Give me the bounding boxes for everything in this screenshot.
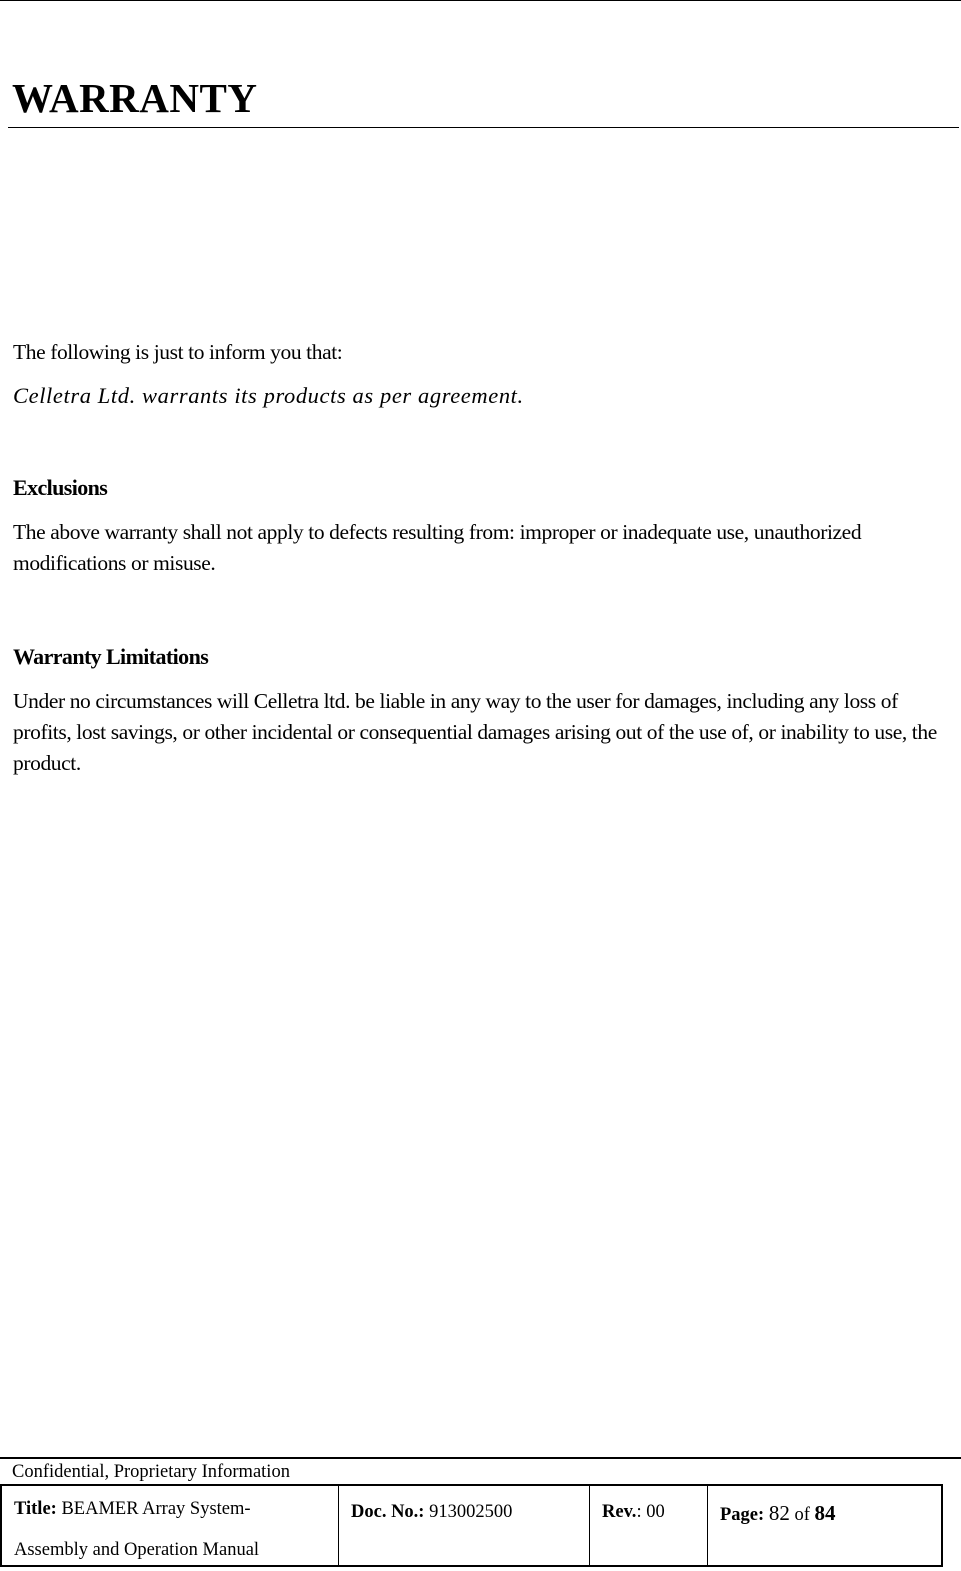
heading-underline (8, 127, 959, 128)
warranty-statement: Celletra Ltd. warrants its products as per agreement. (13, 383, 524, 408)
top-rule (0, 0, 961, 1)
footer-title-line1 (14, 1489, 338, 1530)
footer-rev-cell (590, 1486, 708, 1565)
page-heading: WARRANTY (12, 75, 258, 121)
section-text-exclusions: The above warranty shall not apply to defects resulting from: improper or inadequate use, unauthorized modifications or misuse. (13, 520, 862, 575)
page-total: 84 (814, 1501, 836, 1525)
section-title-warranty-limitations: Warranty Limitations (13, 644, 209, 669)
title-value-line1: BEAMER Array System- (61, 1499, 251, 1519)
section-text-warranty-limitations: Under no circumstances will Celletra ltd. be liable in any way to the user for damages, including any loss of profits, lost savings, or other incidental or consequential damages arising out of the use of, or inability to use, the product. (13, 689, 937, 775)
intro-text: The following is just to inform you that: (13, 340, 343, 364)
rev-value: : 00 (636, 1502, 665, 1522)
footer-rule (0, 1457, 961, 1459)
footer-doc-cell (339, 1486, 590, 1565)
confidential-notice: Confidential, Proprietary Information (12, 1462, 290, 1482)
doc-label: Doc. No.: (351, 1502, 425, 1522)
section-title-exclusions: Exclusions (13, 475, 108, 500)
title-value-line2: Assembly and Operation Manual (14, 1540, 260, 1560)
page-current: 82 (768, 1501, 790, 1525)
doc-value: 913002500 (429, 1502, 513, 1522)
footer-page-cell (708, 1486, 941, 1565)
rev-label: Rev. (602, 1502, 637, 1522)
page-of: of (794, 1505, 810, 1525)
footer-table (0, 1484, 943, 1567)
footer-title-cell (2, 1486, 339, 1565)
title-label: Title: (14, 1499, 57, 1519)
page-label: Page: (720, 1505, 765, 1525)
